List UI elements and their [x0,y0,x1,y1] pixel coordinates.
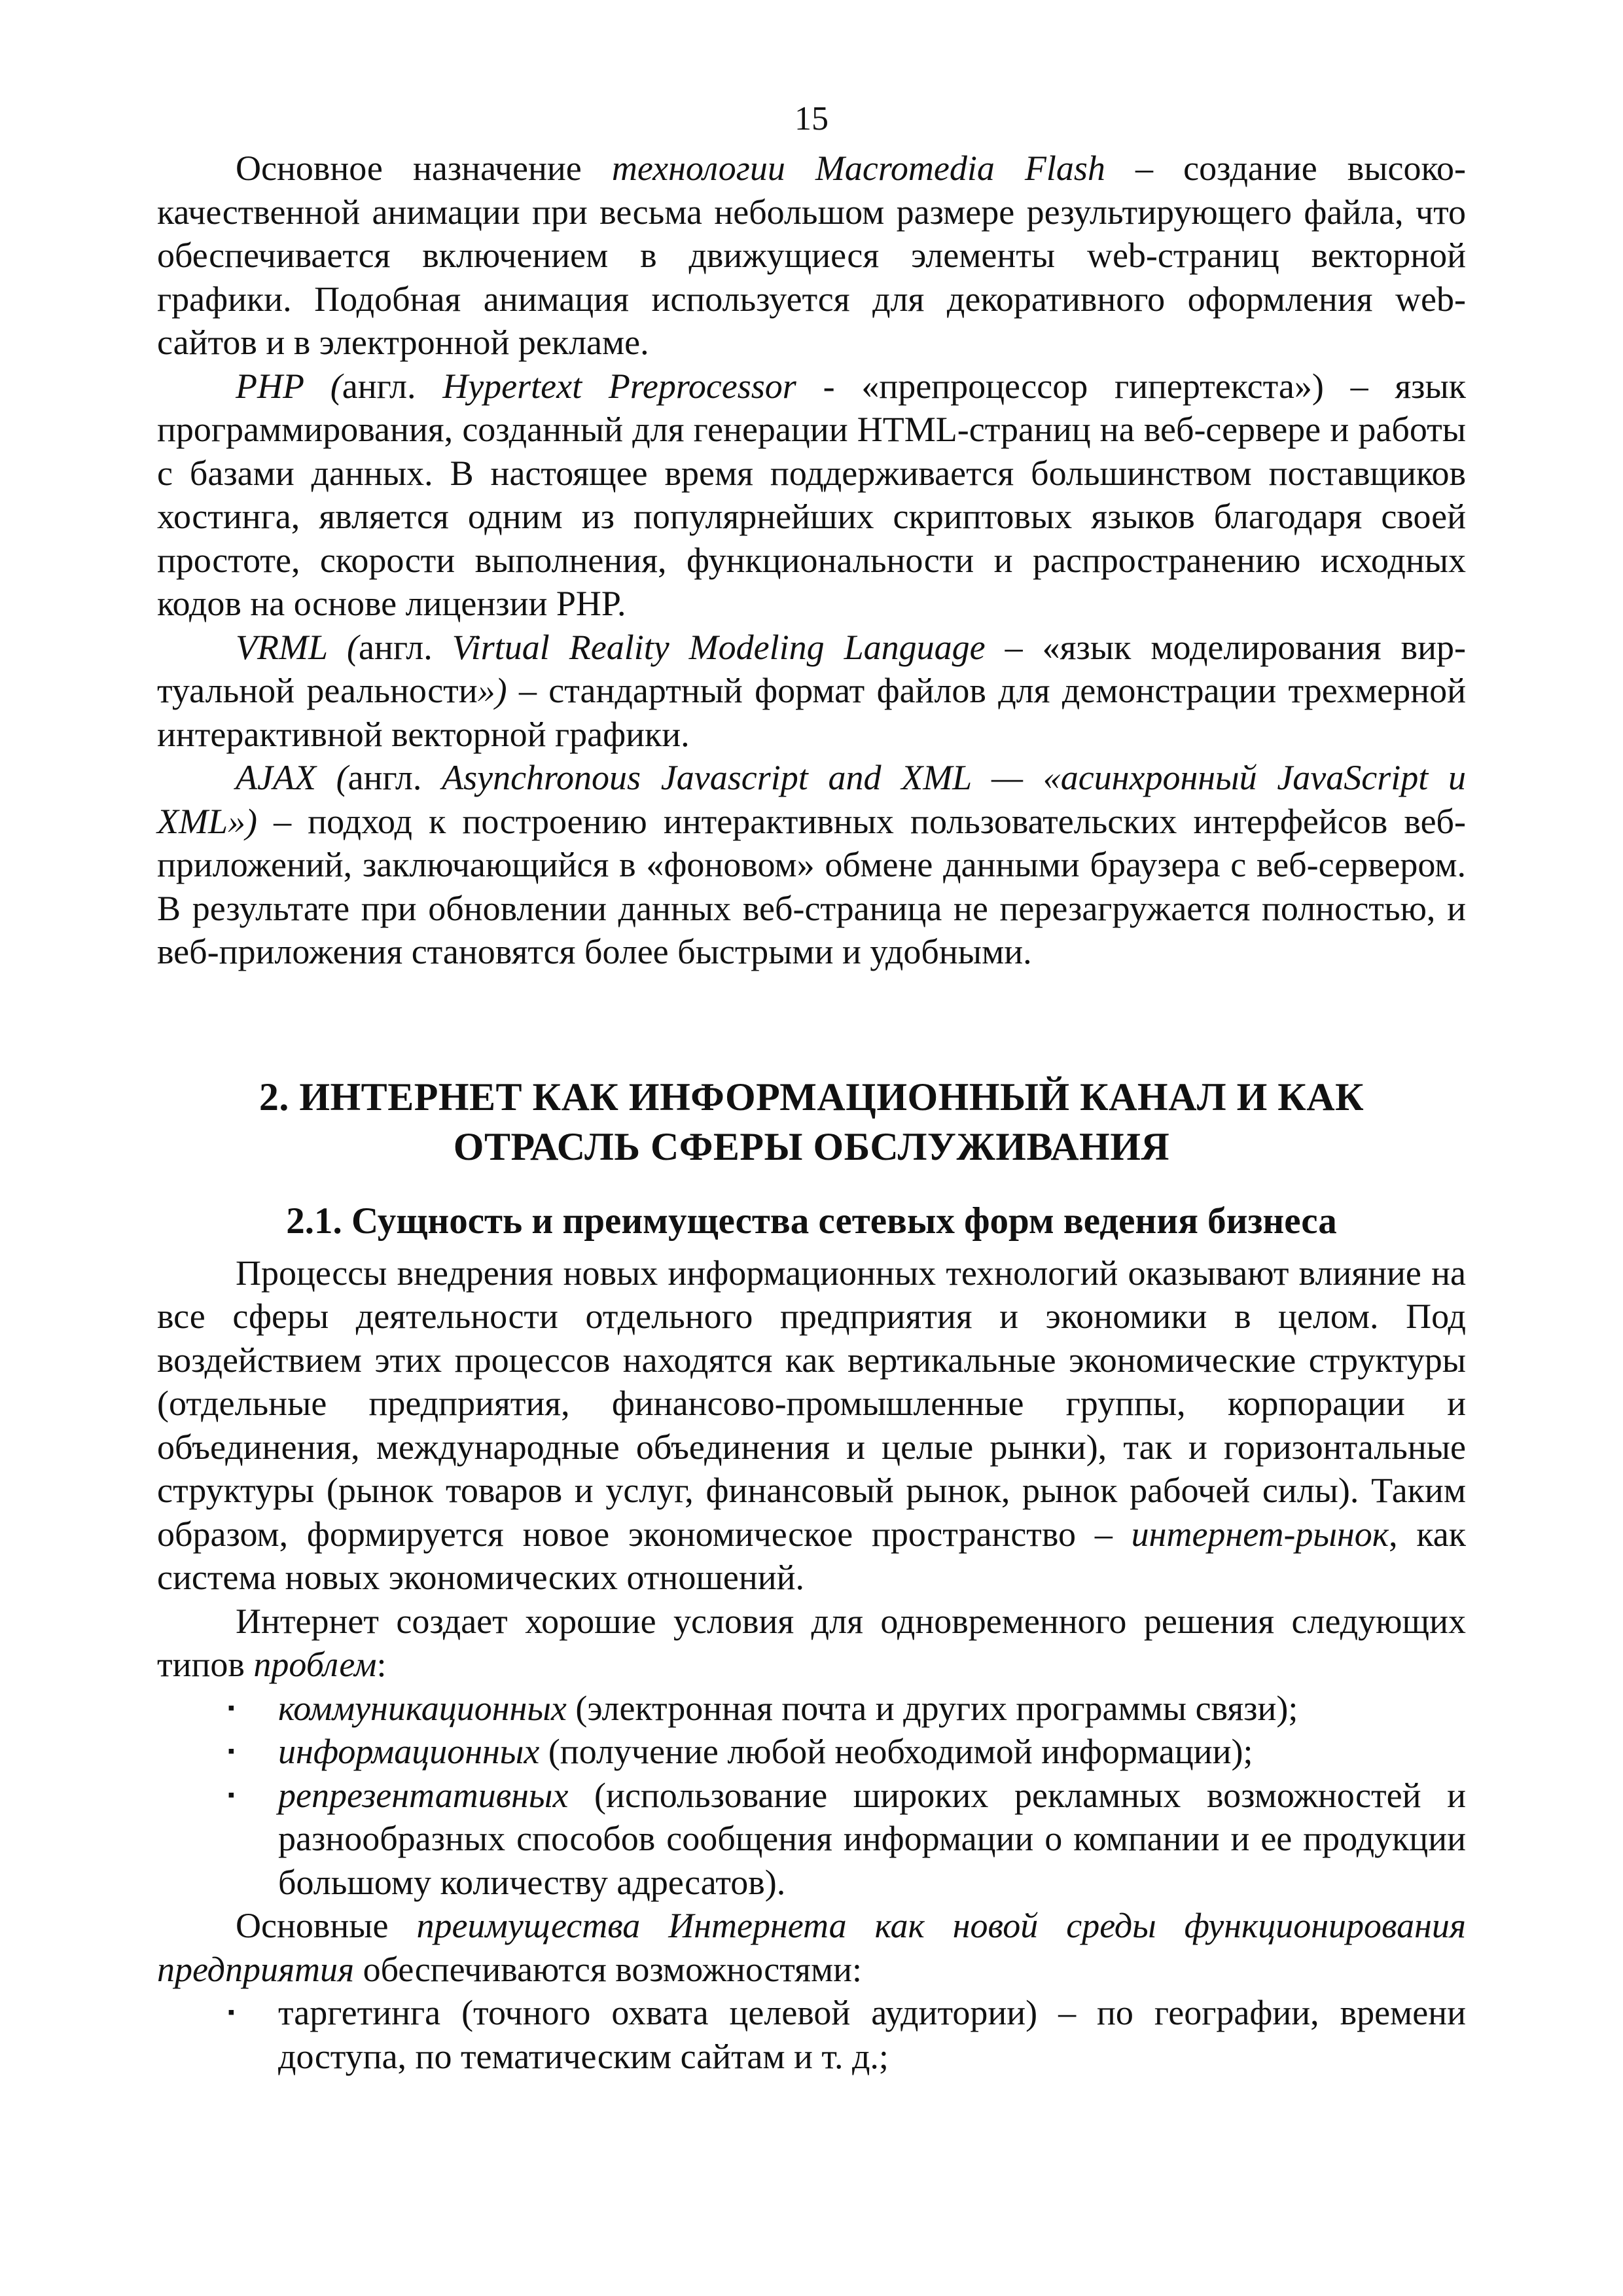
advantages-list [157,1991,1466,2078]
paragraph-vrml: VRML (англ. Virtual Reality Modeling Language – «язык моделирования виртуальной реальности») – стандартный формат файлов для демонстрации трехмерной интерактивной векторной графики. [157,627,1467,754]
section-heading: 2.1. Сущность и преимущества сетевых форм ведения бизнеса [286,1200,1337,1242]
bullet-icon: ▪ [228,1740,235,1762]
bullet-icon: ▪ [228,1784,235,1806]
list-item-text: коммуникационных (электронная почта и других программы связи); [278,1688,1298,1728]
spacer [157,974,1466,1072]
chapter-heading-line-2: ОТРАСЛЬ СФЕРЫ ОБСЛУЖИВАНИЯ [453,1124,1170,1168]
paragraph-processes: Процессы внедрения новых информационных технологий оказывают влияние на все сферы деятельности отдельного предприятия и экономики в целом. Под воздействием этих процессов находятся как вертикальные экономические структуры (отдельные предприятия, финансово-промышленные группы, корпорации и объединения, международные объединения и целые рынки), так и горизонтальные структуры (рынок товаров и услуг, финансовый рынок, рынок рабочей силы). Таким образом, формируется новое экономическое пространство – интернет-рынок, как система новых экономических отношений. [157,1253,1466,1597]
paragraph-php: PHP (англ. Hypertext Preprocessor - «препроцессор гипертекста») – язык программирования, созданный для генерации HTML-страниц на веб-сервере и работы с базами данных. В настоящее время поддерживается большинством поставщиков хостинга, является одним из популярнейших скриптовых языков благодаря своей простоте, скорости выполнения, функциональности и распространению исходных кодов на основе лицензии PHP. [157,366,1467,623]
list-item [157,1730,1466,1774]
intro-section [157,147,1466,974]
list-item [157,1991,1466,2078]
problems-list [157,1687,1466,1905]
bullet-icon: ▪ [228,1696,235,1719]
chapter-heading [157,1072,1466,1172]
list-item-text: информационных (получение любой необходимой информации); [278,1732,1253,1771]
document-page [157,98,1466,2078]
paragraph-internet-conditions: Интернет создает хорошие условия для одновременного решения следующих типов проблем: [157,1601,1466,1684]
bullet-icon: ▪ [228,2001,235,2023]
list-item-text: репрезентативных (использование широких рекламных возможностей и разнообразных способов сообщения информации о компании и ее продукции большому количеству адресатов). [278,1775,1466,1902]
list-item-text: таргетинга (точного охвата целевой аудитории) – по географии, времени доступа, по тематическим сайтам и т. д.; [278,1993,1466,2076]
page-number: 15 [794,100,829,137]
list-item [157,1774,1466,1905]
chapter-heading-line-1: 2. ИНТЕРНЕТ КАК ИНФОРМАЦИОННЫЙ КАНАЛ И КАК [259,1075,1364,1119]
paragraph-ajax: AJAX (англ. Asynchronous Javascript and XML — «асинхронный JavaScript и XML») – подход к построению интерактивных пользовательских интерфейсов веб-приложений, заключающийся в «фоновом» обмене данными браузера с веб-сервером. В результате при обновлении данных веб-страница не перезагружается полностью, и веб-приложения становятся более быстрыми и удобными. [157,758,1466,971]
paragraph-advantages: Основные преимущества Интернета как новой среды функционирования предприятия обеспечиваются возможностями: [157,1906,1466,1989]
paragraph-flash: Основное назначение технологии Macromedia Flash – создание высококачественной анимации при весьма небольшом размере результирующего файла, что обеспечивается включением в движущиеся элементы web-страниц векторной графики. Подобная анимация используется для декоративного оформления web-сайтов и в электронной рекламе. [157,149,1466,362]
list-item [157,1687,1466,1731]
